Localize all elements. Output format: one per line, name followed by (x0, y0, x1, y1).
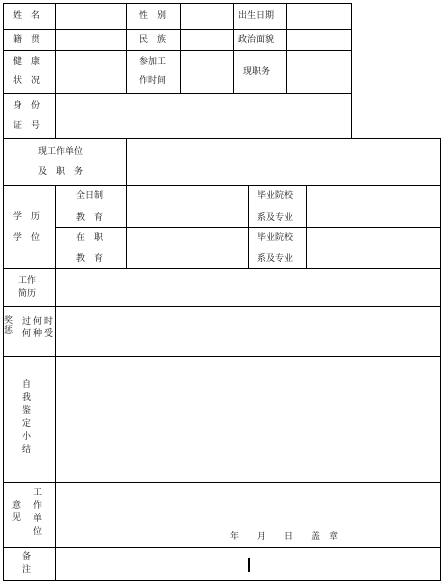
id-number-label: 身 份 (13, 101, 41, 111)
gender-field[interactable] (181, 4, 232, 29)
native-place-label: 籍 贯 (13, 35, 41, 45)
health-label: 健 康 (13, 57, 41, 67)
remarks-label: 备 (22, 552, 32, 562)
political-status-label: 政治面貌 (238, 35, 275, 45)
name-field[interactable] (56, 4, 125, 29)
grid-line (233, 3, 234, 93)
self-evaluation-label: 定 (22, 419, 32, 429)
in-service-education-field[interactable] (127, 228, 247, 268)
education-label: 学 历 (13, 212, 41, 222)
political-status-field[interactable] (287, 30, 350, 50)
in-service-education-label: 教 育 (76, 254, 104, 264)
awards-label: 过何 (22, 317, 32, 339)
health-label: 状 况 (13, 76, 41, 86)
full-time-education-label: 教 育 (76, 213, 104, 223)
work-resume-label: 工作 (18, 276, 37, 286)
awards-field[interactable] (56, 307, 439, 356)
grid-line (248, 185, 249, 268)
name-label: 姓 名 (13, 11, 41, 21)
degree-label: 学 位 (13, 233, 41, 243)
seal-date-line: 年 月 日 盖 章 (230, 532, 339, 542)
current-position-label: 现职务 (243, 67, 271, 77)
native-place-field[interactable] (56, 30, 125, 50)
work-resume-field[interactable] (56, 269, 439, 306)
work-unit-label: 现工作单位 (38, 147, 84, 157)
unit-opinion-label: 意见 (12, 501, 22, 523)
work-unit-field[interactable] (127, 139, 439, 185)
work-start-time-label: 参加工 (139, 57, 167, 67)
self-evaluation-label: 我 (22, 393, 32, 403)
self-evaluation-label: 自 (22, 380, 32, 390)
full-time-education-field[interactable] (127, 186, 247, 227)
in-service-school-label: 系及专业 (257, 254, 294, 264)
self-evaluation-label: 鉴 (22, 406, 32, 416)
work-start-time-field[interactable] (181, 51, 232, 93)
ethnicity-field[interactable] (181, 30, 232, 50)
in-service-school-field[interactable] (307, 228, 439, 268)
self-evaluation-label: 结 (22, 445, 32, 455)
ethnicity-label: 民 族 (139, 35, 167, 45)
awards-label: 何种 (33, 317, 43, 339)
unit-opinion-label: 位 (33, 527, 43, 537)
in-service-education-label: 在 职 (76, 233, 104, 243)
id-number-field[interactable] (56, 94, 350, 138)
text-cursor (248, 558, 250, 572)
remarks-label: 注 (22, 565, 32, 575)
work-unit-label: 及 职 务 (38, 167, 84, 177)
in-service-school-label: 毕业院校 (257, 233, 294, 243)
photo-area (352, 4, 440, 138)
full-time-school-label: 系及专业 (257, 213, 294, 223)
full-time-school-label: 毕业院校 (257, 191, 294, 201)
health-field[interactable] (56, 51, 125, 93)
unit-opinion-label: 作 (33, 501, 43, 511)
full-time-education-label: 全日制 (76, 191, 104, 201)
work-start-time-label: 作时间 (139, 76, 167, 86)
work-resume-label: 简历 (18, 289, 37, 299)
id-number-label: 证 号 (13, 121, 41, 131)
self-evaluation-field[interactable] (56, 357, 439, 482)
birth-date-field[interactable] (287, 4, 350, 29)
awards-label: 时受 (44, 317, 54, 339)
current-position-field[interactable] (287, 51, 350, 93)
unit-opinion-label: 单 (33, 514, 43, 524)
gender-label: 性 别 (139, 11, 167, 21)
full-time-school-field[interactable] (307, 186, 439, 227)
grid-line (3, 580, 441, 581)
grid-line (126, 3, 127, 93)
birth-date-label: 出生日期 (238, 11, 275, 21)
self-evaluation-label: 小 (22, 432, 32, 442)
grid-line (3, 3, 4, 581)
unit-opinion-label: 工 (33, 488, 43, 498)
awards-label: 奖惩 (4, 316, 14, 336)
grid-line (440, 138, 441, 581)
